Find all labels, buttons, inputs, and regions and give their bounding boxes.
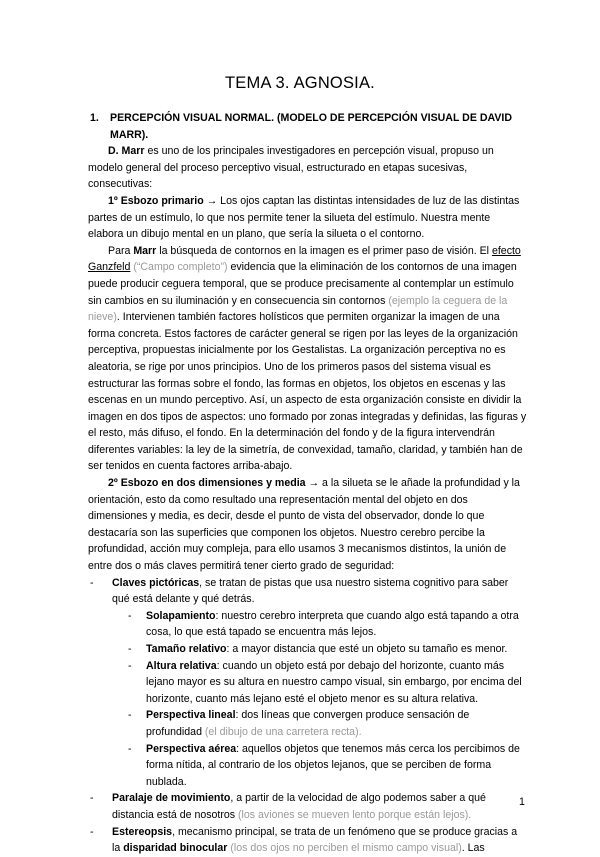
marr-paragraph [88, 243, 528, 475]
perspectiva-aerea-text: : aquellos objetos que tenemos más cerca los percibimos de forma nítida, al contrario de los objetos lejanos, que se perciben de forma nublada. [146, 742, 520, 788]
section-number: 1. [90, 112, 99, 124]
disparidad-binocular-label: disparidad binocular [123, 842, 228, 855]
section-heading [90, 110, 528, 143]
esbozo-primario-label: 1º Esbozo primario [108, 194, 204, 207]
esbozo-primario-text: → Los ojos captan las distintas intensidades de luz de las distintas partes de un estímulo, lo que nos permite tener la silueta del estímulo. Nuestra mente elabora un dibujo mental en un plano, que sería la silueta o el contorno. [88, 194, 520, 241]
list-dash: - [128, 643, 132, 655]
list-dash: - [128, 742, 132, 755]
list-dash: - [90, 576, 94, 589]
estereopsis-text-1: , mecanismo principal, se trata de un fenómeno que se produce gracias a la [112, 825, 518, 855]
claves-label: Claves pictóricas [112, 576, 200, 589]
esbozo-2d-paragraph [88, 475, 528, 575]
carretera-note: (el dibujo de una carretera recta). [204, 725, 362, 738]
altura-relativa-text: : cuando un objeto está por debajo del horizonte, cuanto más lejano mayor es su altura en nuestro campo visual, sin embargo, por encima del horizonte, cuanto más lejano esté el objeto menor es su altura relativa. [146, 659, 522, 705]
esbozo-2d-text: → a la silueta se le añade la profundidad y la orientación, esto da como resultado una representación mental del objeto en dos dimensiones y media, es decir, desde el punto de vista del observador, donde lo que destacaría son las superficies que componen los objetos. Nuestro cerebro percibe la profundidad, acción muy compleja, para ello usamos 3 mecanismos distintos, la unión de entre dos o más claves permitirá tener cierto grado de seguridad: [88, 477, 520, 573]
tamano-relativo-label: Tamaño relativo [146, 643, 227, 655]
list-dash: - [128, 609, 132, 622]
list-item-body [112, 824, 528, 857]
ojos-note: (los dos ojos no perciben el mismo campo visual) [227, 842, 462, 855]
list-dash: - [128, 709, 132, 722]
campo-completo-note: (“Campo completo”) [130, 261, 228, 274]
altura-relativa-label: Altura relativa [146, 659, 217, 672]
paralaje-text: , a partir de la velocidad de algo podemos saber a qué distancia está de nosotros [112, 792, 486, 821]
estereopsis-label: Estereopsis [112, 825, 173, 838]
list-item-body [146, 641, 528, 658]
list-item-body [146, 608, 528, 641]
marr-paragraph-text-3: evidencia que la eliminación de los contornos de una imagen puede producir ceguera temporal, que se produce precisamente al contemplar un estímulo sin cambios en su iluminación y en consecuencia sin contornos [88, 261, 517, 307]
aviones-note: (los aviones se mueven lento porque están lejos). [238, 808, 472, 821]
perspectiva-lineal-text: : dos líneas que convergen produce sensación de profundidad [146, 709, 470, 738]
claves-text: , se tratan de pistas que usa nuestro sistema cognitivo para saber qué está delante y qué detrás. [112, 576, 509, 606]
solapamiento-label: Solapamiento [146, 609, 216, 622]
page-title: TEMA 3. AGNOSIA. [225, 74, 375, 92]
marr-paragraph-text-1: Para [108, 244, 134, 257]
sublist-item [128, 658, 528, 708]
list-dash: - [128, 659, 132, 672]
page-number: 1 [519, 796, 525, 808]
marr-paragraph-text-4: . Intervienen también factores holísticos que permiten organizar la imagen de una forma concreta. Estos factores de carácter general se rigen por las leyes de la organización perceptiva, propuestas inicialmente por los Gestalistas. La organización perceptiva no es aleatoria, se rige por unos principios. Uno de los primeros pasos del sistema visual es estructurar las formas sobre el fondo, las formas en objetos, los objetos en escenas y las escenas en un mundo perceptivo. Así, un aspecto de esta organización consiste en dividir la imagen en dos tipos de aspectos: uno formado por zonas integradas y definidas, las figuras y el resto, más difuso, el fondo. En la determinación del fondo y de la figura intervendrán diferentes variables: la ley de la simetría, de convexidad, tamaño, claridad, y también han de ser tenidos en cuenta factores arriba-abajo. [88, 311, 527, 473]
section-heading-text: PERCEPCIÓN VISUAL NORMAL. (MODELO DE PERCEPCIÓN VISUAL DE DAVID MARR). [110, 112, 513, 141]
ganzfeld-link-text: efecto Ganzfeld [88, 244, 521, 274]
ceguera-nieve-note: (ejemplo la ceguera de la nieve) [88, 294, 508, 324]
tamano-relativo-text: : a mayor distancia que esté un objeto su tamaño es menor. [226, 643, 508, 655]
list-dash: - [90, 825, 94, 838]
sublist-item [128, 608, 528, 641]
list-dash: - [90, 792, 94, 805]
list-item-body [146, 707, 528, 740]
solapamiento-text: : nuestro cerebro interpreta que cuando algo está tapando a otra cosa, lo que está tapado se encuentra más lejos. [146, 609, 519, 639]
list-item-body [112, 575, 528, 608]
list-item-estereopsis [88, 824, 528, 857]
list-item-body [112, 790, 528, 823]
perspectiva-lineal-label: Perspectiva lineal [146, 709, 236, 722]
esbozo-2d-label: 2º Esbozo en dos dimensiones y media [108, 477, 306, 490]
list-item-claves [88, 575, 528, 608]
esbozo-primario-paragraph [88, 193, 528, 243]
document-body [88, 110, 528, 857]
perspectiva-aerea-label: Perspectiva aérea [146, 742, 237, 755]
intro-paragraph [88, 143, 528, 193]
list-item-paralaje [88, 790, 528, 823]
paralaje-label: Paralaje de movimiento [112, 792, 231, 805]
marr-bold: Marr [133, 244, 157, 257]
sublist-item [128, 641, 528, 658]
marr-name: D. Marr [108, 145, 145, 158]
list-item-body [146, 658, 528, 708]
sublist-item [128, 741, 528, 791]
sublist-item [128, 707, 528, 740]
depth-mechanisms-list [88, 575, 528, 857]
list-item-body [146, 741, 528, 791]
marr-paragraph-text-2: la búsqueda de contornos en la imagen es el primer paso de visión. El [156, 244, 492, 257]
intro-text: es uno de los principales investigadores en percepción visual, propuso un modelo general del proceso perceptivo visual, estructurado en etapas sucesivas, consecutivas: [88, 145, 494, 191]
estereopsis-text-2: . Las [461, 842, 485, 855]
